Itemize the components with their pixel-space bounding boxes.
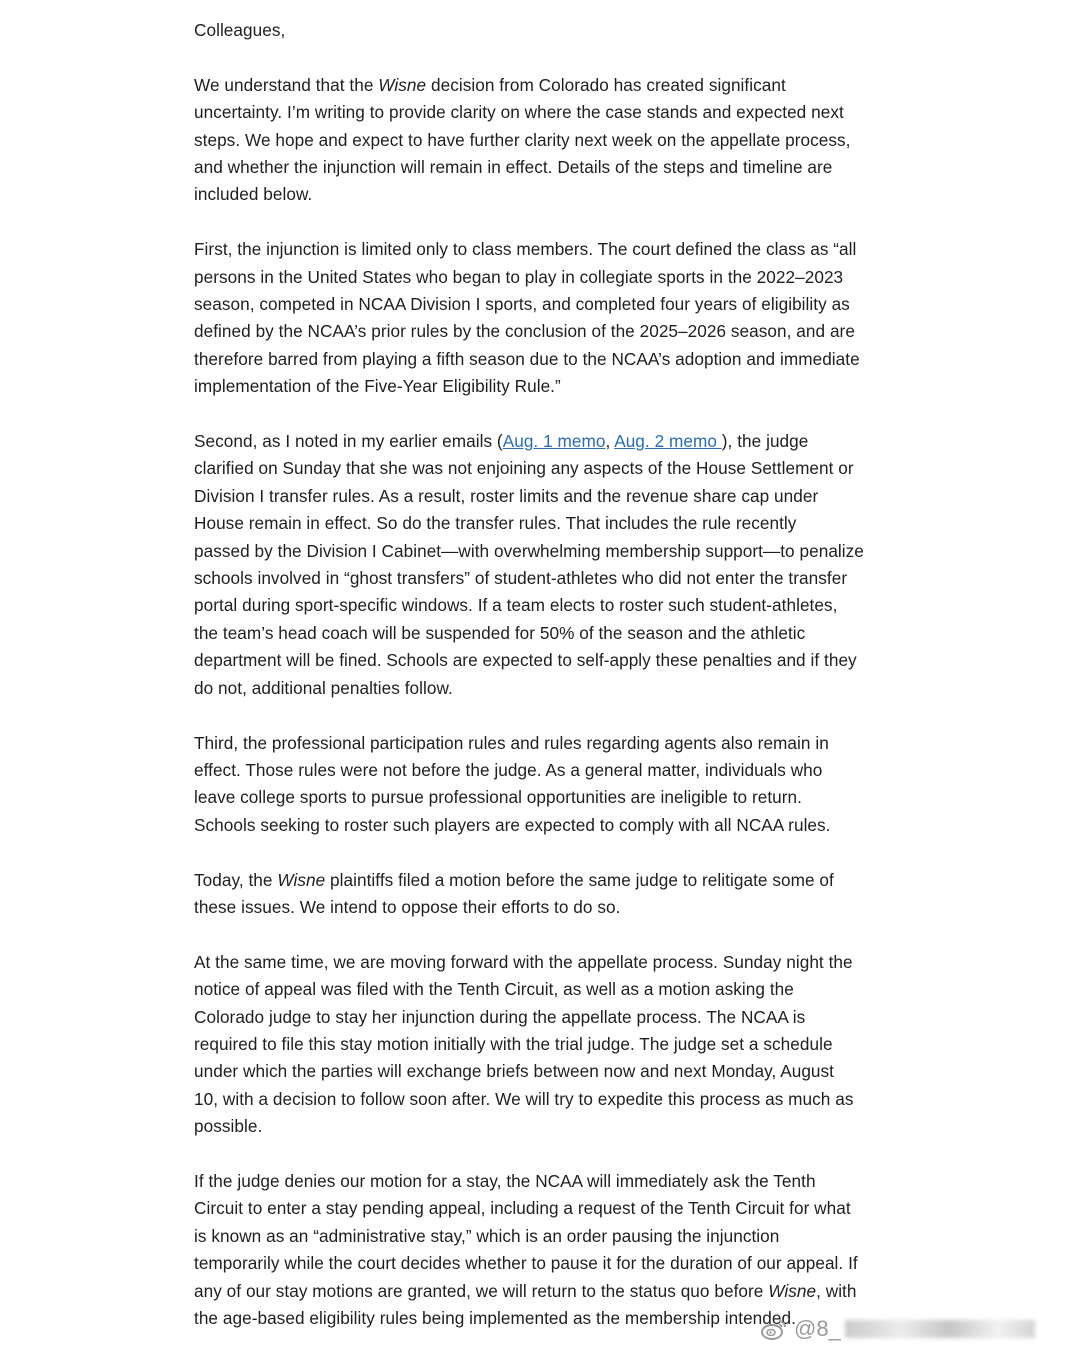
paragraph-line: Colorado judge to stay her injunction during the appellate process. The NCAA is bbox=[194, 1006, 806, 1027]
paragraph-line: the team’s head coach will be suspended for 50% of the season and the athletic bbox=[194, 622, 806, 643]
paragraph-line: If the judge denies our motion for a stay, the NCAA will immediately ask the Tenth bbox=[194, 1170, 816, 1191]
paragraph-line: is known as an “administrative stay,” which is an order pausing the injunction bbox=[194, 1225, 780, 1246]
text-run: , with bbox=[816, 1280, 857, 1301]
paragraph-line: effect. Those rules were not before the judge. As a general matter, individuals who bbox=[194, 759, 823, 780]
paragraph-line: At the same time, we are moving forward with the appellate process. Sunday night the bbox=[194, 951, 853, 972]
greeting bbox=[194, 17, 894, 44]
paragraph-line: included below. bbox=[194, 184, 313, 205]
paragraph-line: implementation of the Five-Year Eligibility Rule.” bbox=[194, 376, 561, 397]
paragraph-second bbox=[194, 428, 894, 702]
paragraph-intro bbox=[194, 72, 894, 209]
text-run: decision from Colorado has created significant bbox=[426, 74, 786, 95]
paragraph-line: season, competed in NCAA Division I sports, and completed four years of eligibility as bbox=[194, 294, 850, 315]
paragraph-line: required to file this stay motion initially with the trial judge. The judge set a schedule bbox=[194, 1033, 833, 1054]
paragraph-stay bbox=[194, 1168, 894, 1332]
paragraph-line: therefore barred from playing a fifth season due to the NCAA’s adoption and immediate bbox=[194, 348, 860, 369]
paragraph-line bbox=[194, 72, 894, 99]
watermark-handle: @8_ bbox=[794, 1316, 841, 1341]
paragraph-line: persons in the United States who began to play in collegiate sports in the 2022–2023 bbox=[194, 266, 844, 287]
case-name-italic: Wisne bbox=[277, 869, 326, 890]
paragraph-line: do not, additional penalties follow. bbox=[194, 677, 453, 698]
paragraph-line: Third, the professional participation rules and rules regarding agents also remain in bbox=[194, 732, 829, 753]
watermark-blurred-name bbox=[845, 1320, 1035, 1338]
paragraph-line: Schools seeking to roster such players are expected to comply with all NCAA rules. bbox=[194, 814, 831, 835]
paragraph-line: House remain in effect. So do the transfer rules. That includes the rule recently bbox=[194, 513, 797, 534]
text-run: ), the judge bbox=[721, 431, 809, 452]
paragraph-line: Circuit to enter a stay pending appeal, including a request of the Tenth Circuit for what bbox=[194, 1198, 851, 1219]
paragraph-line: these issues. We intend to oppose their efforts to do so. bbox=[194, 896, 621, 917]
text-run: plaintiffs filed a motion before the same judge to relitigate some of bbox=[325, 869, 834, 890]
greeting-text: Colleagues, bbox=[194, 20, 286, 40]
paragraph-line bbox=[194, 1278, 894, 1305]
weibo-icon bbox=[760, 1317, 788, 1341]
case-name-italic: Wisne bbox=[378, 74, 427, 95]
paragraph-line: under which the parties will exchange briefs between now and next Monday, August bbox=[194, 1061, 835, 1082]
paragraph-line: passed by the Division I Cabinet—with overwhelming membership support—to penalize bbox=[194, 540, 864, 561]
text-run: We understand that the bbox=[194, 74, 379, 95]
paragraph-line: clarified on Sunday that she was not enjoining any aspects of the House Settlement or bbox=[194, 458, 854, 479]
paragraph-line: leave college sports to pursue professional opportunities are ineligible to return. bbox=[194, 787, 802, 808]
letter-body bbox=[194, 17, 894, 1360]
paragraph-line: First, the injunction is limited only to class members. The court defined the class as “all bbox=[194, 239, 857, 260]
paragraph-line: 10, with a decision to follow soon after. We will try to expedite this process as much as bbox=[194, 1088, 854, 1109]
paragraph-line: temporarily while the court decides whether to pause it for the duration of our appeal. If bbox=[194, 1253, 858, 1274]
aug-2-memo-link[interactable]: Aug. 2 memo bbox=[614, 431, 722, 452]
paragraph-first bbox=[194, 236, 894, 400]
text-run: any of our stay motions are granted, we will return to the status quo before bbox=[194, 1280, 769, 1301]
paragraph-line: notice of appeal was filed with the Tenth Circuit, as well as a motion asking the bbox=[194, 979, 794, 1000]
text-run: , bbox=[605, 431, 615, 452]
aug-1-memo-link[interactable]: Aug. 1 memo bbox=[502, 431, 606, 452]
paragraph-line: the age-based eligibility rules being implemented as the membership intended. bbox=[194, 1307, 796, 1328]
paragraph-line: and whether the injunction will remain in effect. Details of the steps and timeline are bbox=[194, 157, 833, 178]
paragraph-line: Division I transfer rules. As a result, roster limits and the revenue share cap under bbox=[194, 485, 819, 506]
paragraph-line bbox=[194, 867, 894, 894]
paragraph-line bbox=[194, 428, 894, 455]
paragraph-third bbox=[194, 730, 894, 840]
paragraph-line: defined by the NCAA’s prior rules by the conclusion of the 2025–2026 season, and are bbox=[194, 321, 855, 342]
paragraph-line: department will be fined. Schools are expected to self-apply these penalties and if they bbox=[194, 650, 857, 671]
paragraph-line: uncertainty. I’m writing to provide clarity on where the case stands and expected next bbox=[194, 102, 844, 123]
case-name-italic: Wisne bbox=[768, 1280, 817, 1301]
paragraph-line: portal during sport-specific windows. If a team elects to roster such student-athletes, bbox=[194, 595, 838, 616]
text-run: Today, the bbox=[194, 869, 278, 890]
paragraph-today bbox=[194, 867, 894, 922]
text-run: Second, as I noted in my earlier emails ( bbox=[194, 431, 503, 452]
weibo-watermark bbox=[760, 1314, 1035, 1344]
paragraph-line: possible. bbox=[194, 1116, 263, 1137]
paragraph-line: steps. We hope and expect to have further clarity next week on the appellate process, bbox=[194, 129, 851, 150]
paragraph-line: schools involved in “ghost transfers” of student-athletes who did not enter the transfer bbox=[194, 568, 848, 589]
paragraph-appeal bbox=[194, 949, 894, 1141]
